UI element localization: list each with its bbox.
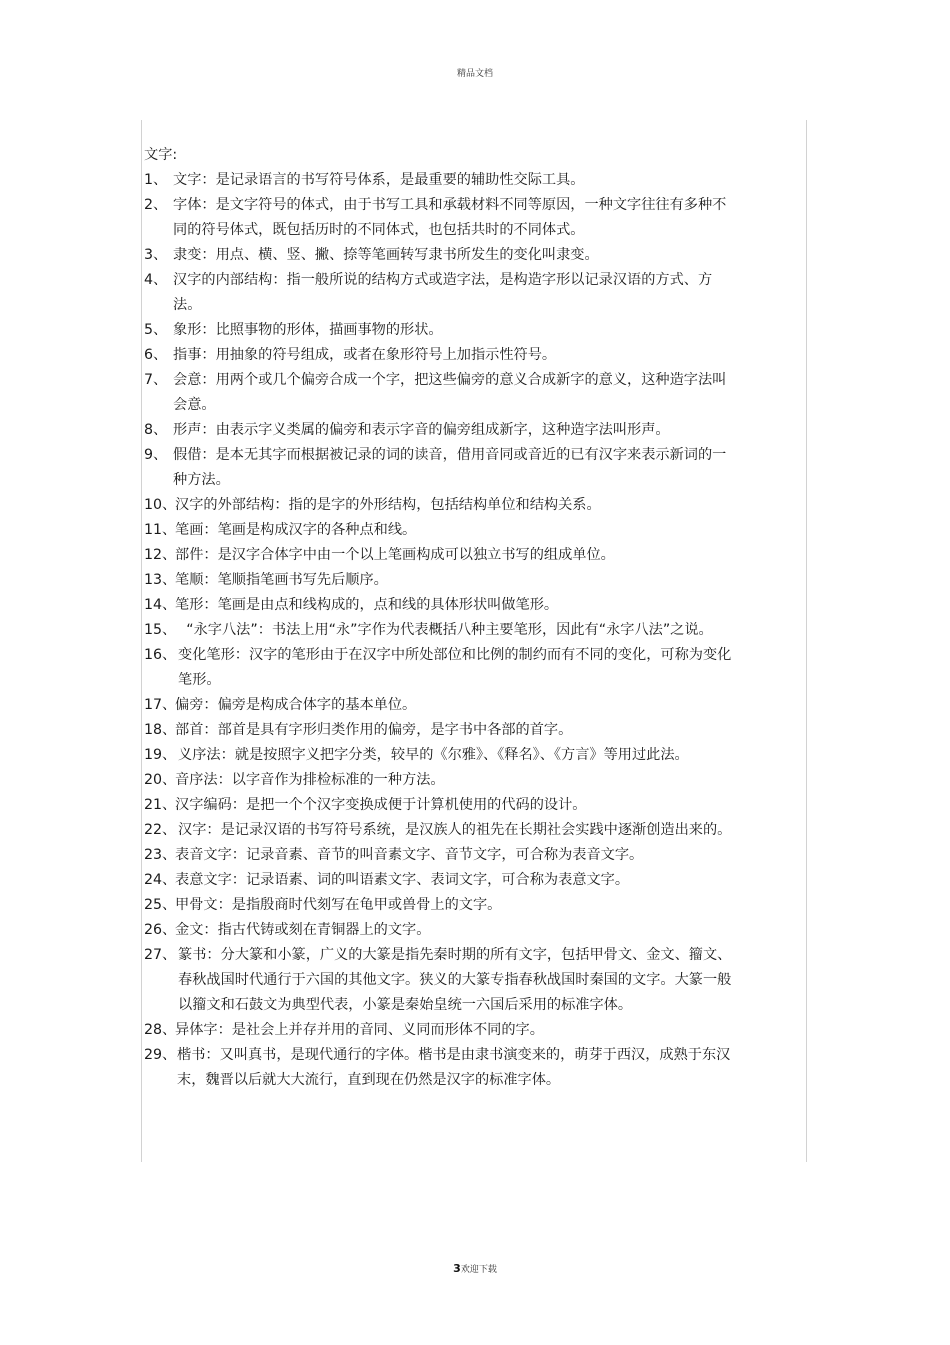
list-item-3: [144, 243, 734, 268]
item-number: 14、: [144, 597, 177, 613]
list-item-10: [144, 493, 734, 518]
page-footer: [0, 1262, 950, 1275]
page-number: 3: [453, 1262, 461, 1275]
item-number: 28、: [144, 1022, 177, 1038]
item-text: 会意：用两个或几个偏旁合成一个字，把这些偏旁的意义合成新字的意义，这种造字法叫会意。: [173, 372, 727, 413]
item-text: 部件：是汉字合体字中由一个以上笔画构成可以独立书写的组成单位。: [175, 547, 615, 563]
item-number: 5、: [144, 322, 168, 338]
list-item-14: [144, 593, 734, 618]
item-number: 18、: [144, 722, 177, 738]
item-text: 假借：是本无其字而根据被记录的词的读音，借用音同或音近的已有汉字来表示新词的一种方法。: [173, 447, 727, 488]
item-text: 异体字：是社会上并存并用的音同、义同而形体不同的字。: [175, 1022, 544, 1038]
list-item-11: [144, 518, 734, 543]
list-item-21: [144, 793, 734, 818]
item-text: 笔顺：笔顺指笔画书写先后顺序。: [175, 572, 388, 588]
list-item-25: [144, 893, 734, 918]
item-text: 文字：是记录语言的书写符号体系，是最重要的辅助性交际工具。: [173, 172, 585, 188]
page-header-note: 精品文档: [456, 69, 493, 79]
item-text: 汉字的外部结构：指的是字的外形结构，包括结构单位和结构关系。: [175, 497, 601, 513]
item-number: 21、: [144, 797, 177, 813]
item-number: 4、: [144, 272, 168, 288]
item-number: 23、: [144, 847, 177, 863]
item-text: 笔画：笔画是构成汉字的各种点和线。: [175, 522, 417, 538]
list-item-16: [144, 643, 734, 693]
list-item-12: [144, 543, 734, 568]
item-text: 汉字编码：是把一个个汉字变换成便于计算机使用的代码的设计。: [175, 797, 587, 813]
item-text: 金文：指古代铸或刻在青铜器上的文字。: [175, 922, 431, 938]
item-text: 变化笔形：汉字的笔形由于在汉字中所处部位和比例的制约而有不同的变化，可称为变化笔形。: [178, 647, 732, 688]
item-number: 11、: [144, 522, 177, 538]
left-margin-rule: [141, 120, 142, 1162]
item-number: 25、: [144, 897, 177, 913]
item-text: 甲骨文：是指殷商时代刻写在龟甲或兽骨上的文字。: [175, 897, 502, 913]
item-number: 3、: [144, 247, 168, 263]
item-text: 偏旁：偏旁是构成合体字的基本单位。: [175, 697, 417, 713]
item-number: 2、: [144, 197, 168, 213]
list-item-5: [144, 318, 734, 343]
item-text: 形声：由表示字义类属的偏旁和表示字音的偏旁组成新字，这种造字法叫形声。: [173, 422, 670, 438]
item-number: 27、: [144, 947, 177, 963]
item-number: 7、: [144, 372, 168, 388]
item-number: 26、: [144, 922, 177, 938]
list-item-28: [144, 1018, 734, 1043]
list-item-9: [144, 443, 734, 493]
item-number: 10、: [144, 497, 177, 513]
list-item-20: [144, 768, 734, 793]
item-text: 汉字：是记录汉语的书写符号系统，是汉族人的祖先在长期社会实践中逐渐创造出来的。: [178, 822, 732, 838]
item-text: 部首：部首是具有字形归类作用的偏旁，是字书中各部的首字。: [175, 722, 573, 738]
list-item-6: [144, 343, 734, 368]
document-body: [144, 143, 734, 1093]
item-text: 楷书：又叫真书，是现代通行的字体。楷书是由隶书演变来的，萌芽于西汉，成熟于东汉末，魏晋以后就大大流行，直到现在仍然是汉字的标准字体。: [177, 1047, 731, 1088]
list-item-17: [144, 693, 734, 718]
right-margin-rule: [806, 120, 807, 1162]
item-number: 13、: [144, 572, 177, 588]
item-number: 12、: [144, 547, 177, 563]
item-text: 指事：用抽象的符号组成，或者在象形符号上加指示性符号。: [173, 347, 557, 363]
list-item-4: [144, 268, 734, 318]
list-item-2: [144, 193, 734, 243]
list-item-7: [144, 368, 734, 418]
list-item-1: [144, 168, 734, 193]
item-number: 19、: [144, 747, 177, 763]
item-number: 29、: [144, 1047, 177, 1063]
list-item-8: [144, 418, 734, 443]
list-item-26: [144, 918, 734, 943]
list-item-23: [144, 843, 734, 868]
list-item-27: [144, 943, 734, 1018]
item-number: 20、: [144, 772, 177, 788]
list-item-18: [144, 718, 734, 743]
list-item-15: [144, 618, 734, 643]
item-number: 8、: [144, 422, 168, 438]
list-item-22: [144, 818, 734, 843]
item-text: 篆书：分大篆和小篆，广义的大篆是指先秦时期的所有文字，包括甲骨文、金文、籀文、春秋战国时代通行于六国的其他文字。狭义的大篆专指春秋战国时秦国的文字。大篆一般以籀文和石鼓文为典型代表，小篆是秦始皇统一六国后采用的标准字体。: [178, 947, 732, 1013]
list-item-29: [144, 1043, 734, 1093]
item-text: 表意文字：记录语素、词的叫语素文字、表词文字，可合称为表意文字。: [175, 872, 630, 888]
item-text: 字体：是文字符号的体式，由于书写工具和承载材料不同等原因，一种文字往往有多种不同的符号体式，既包括历时的不同体式，也包括共时的不同体式。: [173, 197, 727, 238]
item-number: 24、: [144, 872, 177, 888]
list-item-19: [144, 743, 734, 768]
item-number: 16、: [144, 647, 177, 663]
item-number: 17、: [144, 697, 177, 713]
item-text: 象形：比照事物的形体，描画事物的形状。: [173, 322, 443, 338]
item-text: 隶变：用点、横、竖、撇、捺等笔画转写隶书所发生的变化叫隶变。: [173, 247, 599, 263]
item-text: 笔形：笔画是由点和线构成的，点和线的具体形状叫做笔形。: [175, 597, 559, 613]
footer-note: 欢迎下载: [460, 1265, 497, 1275]
list-item-24: [144, 868, 734, 893]
item-text: 义序法：就是按照字义把字分类，较早的《尔雅》、《释名》、《方言》等用过此法。: [178, 747, 689, 763]
item-number: 22、: [144, 822, 177, 838]
item-number: 15、: [144, 622, 177, 638]
item-text: 表音文字：记录音素、音节的叫音素文字、音节文字，可合称为表音文字。: [175, 847, 644, 863]
item-text: 音序法：以字音作为排检标准的一种方法。: [175, 772, 445, 788]
item-number: 6、: [144, 347, 168, 363]
item-number: 9、: [144, 447, 168, 463]
item-text: “永字八法”：书法上用“永”字作为代表概括八种主要笔形，因此有“永字八法”之说。: [186, 622, 713, 638]
list-item-13: [144, 568, 734, 593]
item-number: 1、: [144, 172, 168, 188]
item-text: 汉字的内部结构：指一般所说的结构方式或造字法，是构造字形以记录汉语的方式、方法。: [173, 272, 713, 313]
section-title: 文字:: [144, 147, 178, 163]
